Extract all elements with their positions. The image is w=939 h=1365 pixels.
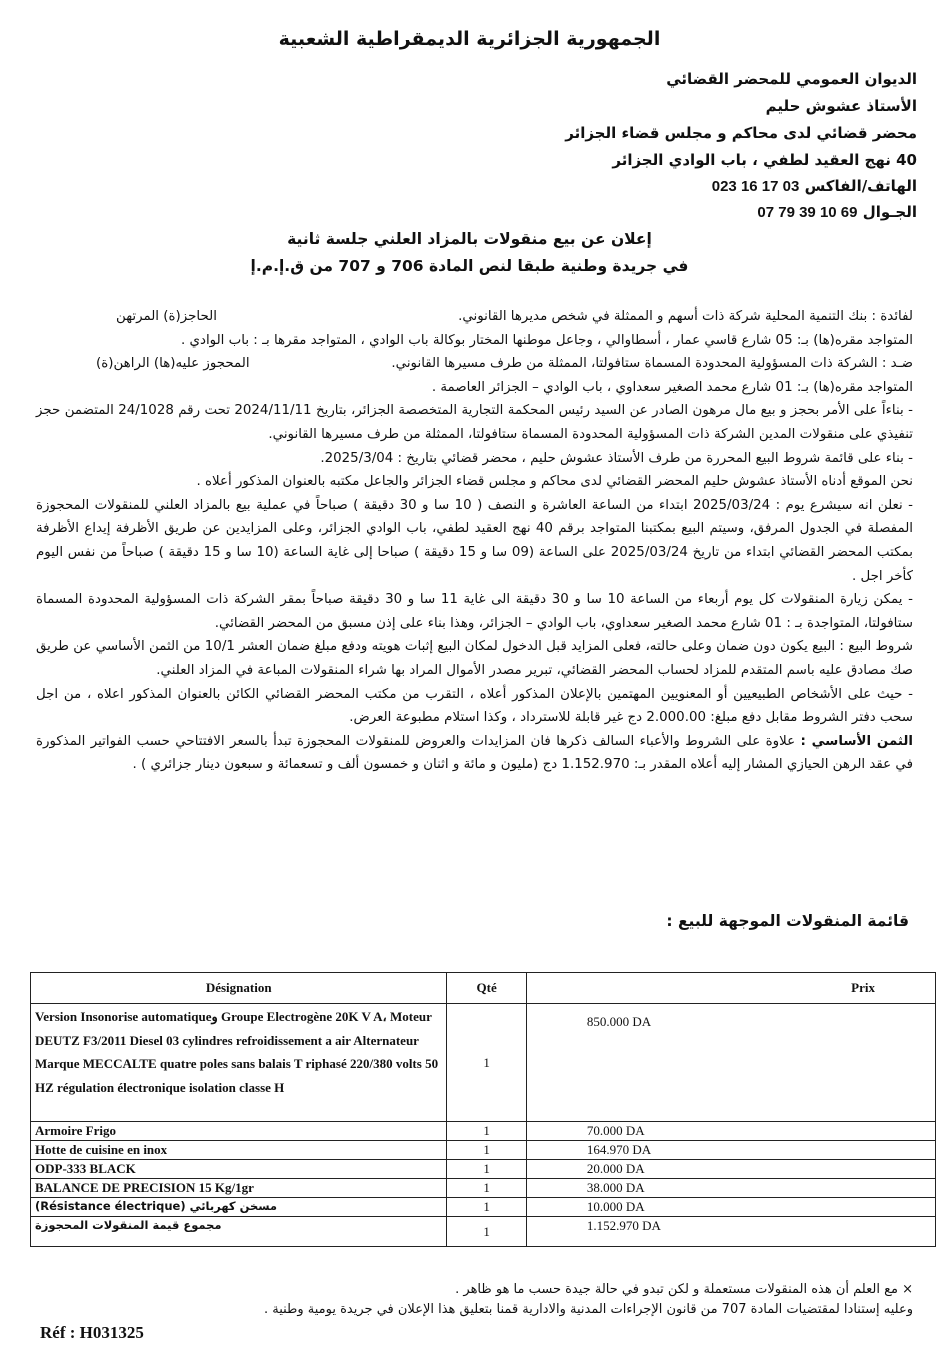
items-table bbox=[30, 972, 936, 1247]
item-prix: 850.000 DA bbox=[526, 1004, 935, 1122]
table-row bbox=[31, 1198, 936, 1217]
phone-label: الهاتف/الفاكس bbox=[804, 177, 917, 195]
announcement-title: إعلان عن بيع منقولات بالمزاد العلني جلسة ثانية bbox=[287, 230, 652, 248]
item-prix: 20.000 DA bbox=[526, 1160, 935, 1179]
paragraph-sale-date: - نعلن انه سيشرع يوم : 2025/03/24 ابتداء من الساعة العاشرة و النصف ( 10 سا و 30 دقيقة ) صباحاً في عملية بيع بالمزاد العلني للمنقولات المحجوزة المفصلة في الجدول المرفق، وسيتم البيع بمكتبنا المتواجد برقم 40 نهج العقيد لطفي، باب الوادي الجزائر، وعلى المزايدين عن طريق الأظرفة إيداع الأظرفة بمكتب المحضر القضائي ابتداء من تاريخ 2025/03/24 على الساعة (09 سا و 15 دقيقة ) صباحا إلى غاية الساعة (10 سا و 15 دقيقة ) صباحاً من نفس اليوم كأخر اجل . bbox=[36, 497, 914, 584]
paragraph-sale-terms: شروط البيع : البيع يكون دون ضمان وعلى حالته، فعلى المزايد قبل الدخول لمكان البيع إثبات هويته ودفع مبلغ ضمان العشر 10/1 من الثمن الأساسي عن طريق صك مصادق عليه باسم المتقدم للمزاد لحساب المحضر القضائي، تبرير مصدر الأموال المراد بها شراء المنقولات المباعة في المزاد العلني. bbox=[36, 639, 913, 678]
item-qte: 1 bbox=[447, 1160, 527, 1179]
item-prix: 38.000 DA bbox=[526, 1179, 935, 1198]
header-designation: Désignation bbox=[31, 973, 447, 1004]
base-price-paragraph bbox=[36, 730, 913, 777]
base-price-label: الثمن الأساسي : bbox=[800, 733, 914, 749]
table-total-row bbox=[31, 1217, 936, 1247]
table-row bbox=[31, 1004, 936, 1122]
items-list-title: قائمة المنقولات الموجهة للبيع : bbox=[666, 912, 909, 930]
note-legal: وعليه إستنادا لمقتضيات المادة 707 من قانون الإجراءات المدنية والادارية قمنا بتعليق هذا الإعلان في جريدة يومية وطنية . bbox=[263, 1302, 913, 1317]
phone-value: 023 16 17 03 bbox=[711, 178, 800, 195]
bailiff-name: الأستاذ عشوش حليم bbox=[765, 97, 917, 115]
paragraph-signatory: نحن الموقع أدناه الأستاذ عشوش حليم المحضر القضائي لدى محاكم و مجلس قضاء الجزائر والجاعل مكتبه بالعنوان المذكور أعلاه . bbox=[196, 474, 913, 490]
paragraph-visit: - يمكن زيارة المنقولات كل يوم أربعاء من الساعة 10 سا و 30 دقيقة الى غاية 11 سا و 30 دقيقة صباحاً بمقر الشركة ذات المسؤولية المحدودة المسماة ستافولتا، المتواجدة بـ : 01 شارع محمد الصغير سعداوي، باب الوادي – الجزائر، وهذا بناء على إذن مسبق من المحضر القضائي. bbox=[36, 592, 913, 631]
table-row bbox=[31, 1179, 936, 1198]
paragraph-specifications: - حيث على الأشخاص الطبيعيين أو المعنويين المهتمين بالإعلان المذكور أعلاه ، التقرب من مكتب المحضر القضائي الكائن بالعنوان المذكور اعلاه ، من اجل سحب دفتر الشروط مقابل دفع مبلغ: 2.000.00 دج غير قابلة للاسترداد ، وكذا استلام مطبوعة العرض. bbox=[36, 686, 913, 726]
office-title: الديوان العمومي للمحضر القضائي bbox=[666, 70, 917, 88]
item-prix: 10.000 DA bbox=[526, 1198, 935, 1217]
office-address: 40 نهج العقيد لطفي ، باب الوادي الجزائر bbox=[612, 151, 917, 169]
item-designation: مسخن كهربائي (Résistance électrique) bbox=[31, 1198, 447, 1217]
creditor-text: لفائدة : بنك التنمية المحلية شركة ذات أسهم و الممثلة في شخص مديرها القانوني. bbox=[458, 309, 913, 324]
paragraph-conditions: - بناء على قائمة شروط البيع المحررة من طرف الأستاذ عشوش حليم ، محضر قضائي بتاريخ : 2025/3/04. bbox=[320, 450, 913, 466]
base-price-text: علاوة على الشروط والأعباء السالف ذكرها فان المزايدات والعروض للمنقولات المحجوزة تبدأ بالسعر الافتتاحي حسب الفواتير المذكورة في عقد الرهن الحيازي المشار إليه أعلاه المقدر بـ: 1.152.970 دج (مليون و مائة و اثنان و خمسون ألف و تسعمائة و سبعون دينار جزائري ) . bbox=[36, 733, 913, 773]
item-qte: 1 bbox=[447, 1004, 527, 1122]
total-prix: 1.152.970 DA bbox=[526, 1217, 935, 1247]
header-prix: Prix bbox=[526, 973, 935, 1004]
table-row bbox=[31, 1122, 936, 1141]
debtor-address: المتواجد مقره(ها) بـ: 01 شارع محمد الصغير سعداوي ، باب الوادي – الجزائر العاصمة . bbox=[431, 379, 913, 395]
total-qte: 1 bbox=[447, 1217, 527, 1247]
reference-number: Réf : H031325 bbox=[40, 1323, 144, 1342]
table-row bbox=[31, 1141, 936, 1160]
table-header-row bbox=[31, 973, 936, 1004]
item-designation: Armoire Frigo bbox=[31, 1122, 447, 1141]
item-qte: 1 bbox=[447, 1198, 527, 1217]
mobile-value: 07 79 39 10 69 bbox=[757, 204, 858, 221]
total-label: مجموع قيمة المنقولات المحجوزة bbox=[31, 1217, 447, 1247]
republic-heading: الجمهورية الجزائرية الديمقراطية الشعبية bbox=[278, 28, 661, 50]
note-condition: × مع العلم أن هذه المنقولات مستعملة و لكن تبدو في حالة جيدة حسب ما هو ظاهر . bbox=[455, 1282, 913, 1297]
announcement-body bbox=[36, 305, 913, 777]
phone-line bbox=[712, 177, 917, 195]
paragraph-order: - بناءاً على الأمر بحجز و بيع مال مرهون الصادر عن السيد رئيس المحكمة التجارية المتخصصة الجزائر، بتاريخ 2024/11/11 تحت رقم 24/1028 المتضمن حجز تنفيذي على منقولات المدين الشركة ذات المسؤولية المحدودة المسماة ستافولتا، الممثلة من طرف مسيرها القانوني. bbox=[36, 403, 913, 442]
item-qte: 1 bbox=[447, 1122, 527, 1141]
debtor-text: ضـد : الشركة ذات المسؤولية المحدودة المسماة ستافولتا، الممثلة من طرف مسيرها القانوني. bbox=[391, 356, 913, 372]
item-designation: Hotte de cuisine en inox bbox=[31, 1141, 447, 1160]
announcement-subtitle: في جريدة وطنية طبقا لنص المادة 706 و 707 من ق.إ.م.إ bbox=[250, 257, 689, 275]
bailiff-role: محضر قضائي لدى محاكم و مجلس قضاء الجزائر bbox=[565, 124, 917, 142]
mobile-line bbox=[757, 203, 917, 221]
mobile-label: الجـوال bbox=[862, 203, 917, 221]
item-qte: 1 bbox=[447, 1141, 527, 1160]
creditor-row bbox=[36, 305, 913, 329]
creditor-role: الحاجز(ة) المرتهن bbox=[116, 309, 217, 324]
item-qte: 1 bbox=[447, 1179, 527, 1198]
item-designation: Version Insonorise automatiqueو Groupe Electrogène 20K V A، Moteur DEUTZ F3/2011 Diesel 03 cylindres refroidissement a air Alternateur Marque MECCALTE quatre poles sans balais T riphasé 220/380 volts 50 HZ régulation électronique isolation classe H bbox=[31, 1004, 447, 1122]
item-designation: BALANCE DE PRECISION 15 Kg/1gr bbox=[31, 1179, 447, 1198]
header-qte: Qté bbox=[447, 973, 527, 1004]
item-designation: ODP-333 BLACK bbox=[31, 1160, 447, 1179]
item-prix: 70.000 DA bbox=[526, 1122, 935, 1141]
creditor-address: المتواجد مقره(ها) بـ: 05 شارع قاسي عمار ، أسطاوالي ، وجاعل موطنها المختار بوكالة باب الوادي ، المتواجد مقرها بـ : باب الوادي . bbox=[180, 332, 913, 348]
table-row bbox=[31, 1160, 936, 1179]
debtor-row bbox=[36, 352, 913, 376]
debtor-role: المحجوز عليه(ها) الراهن(ة) bbox=[96, 356, 250, 372]
item-prix: 164.970 DA bbox=[526, 1141, 935, 1160]
